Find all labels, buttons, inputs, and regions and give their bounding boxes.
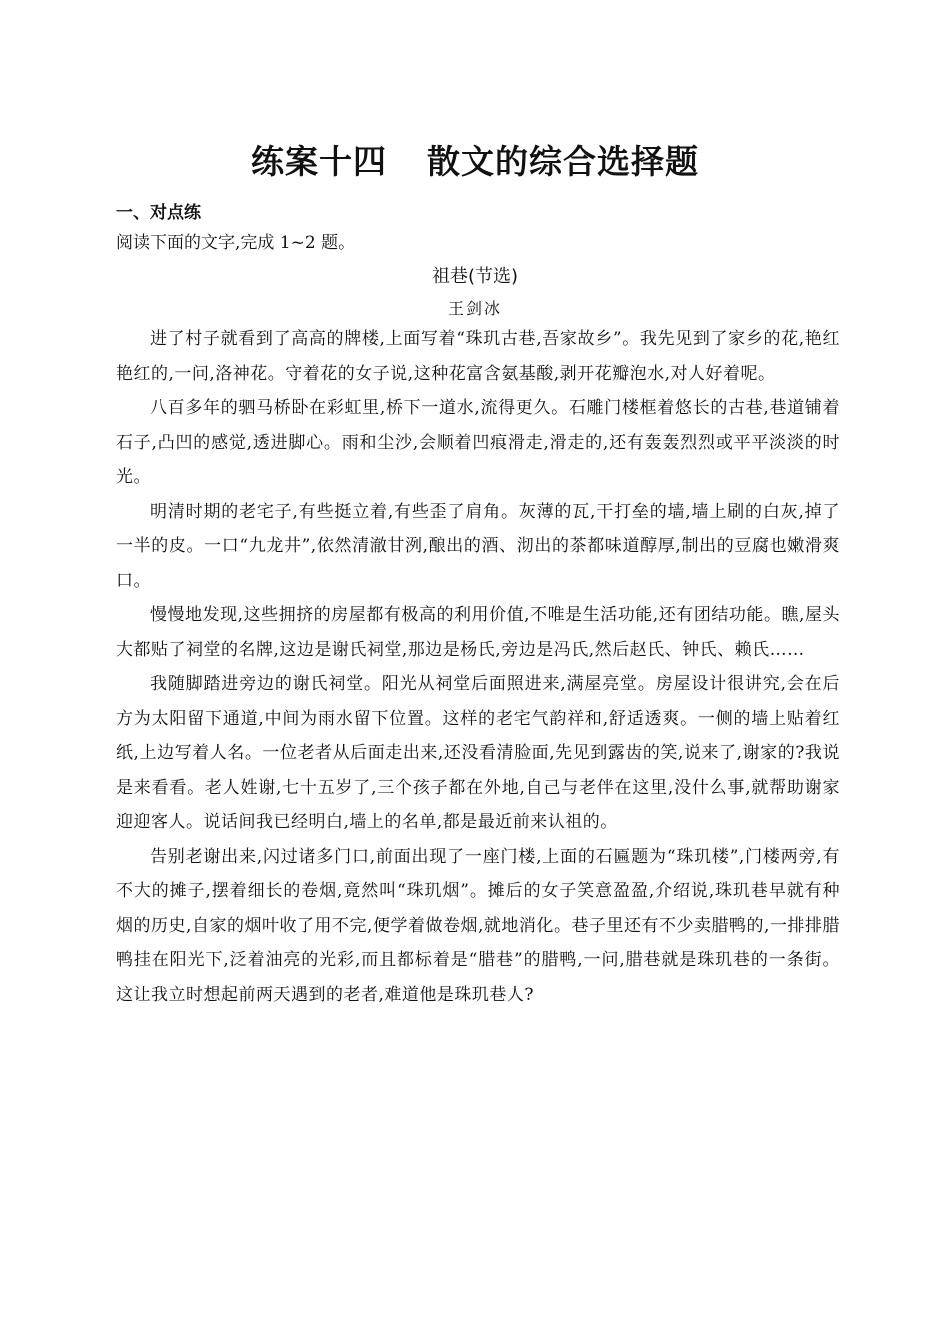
page-title-part1: 练案十四 [251,142,387,181]
essay-body [116,322,840,1012]
paragraph: 明清时期的老宅子,有些挺立着,有些歪了肩角。灰薄的瓦,干打垒的墙,墙上刷的白灰,掉了一半的皮。一口“九龙井”,依然清澈甘洌,酿出的酒、沏出的茶都味道醇厚,制出的豆腐也嫩滑爽口。 [116,501,840,591]
paragraph: 告别老谢出来,闪过诸多门口,前面出现了一座门楼,上面的石匾题为“珠玑楼”,门楼两旁,有不大的摊子,摆着细长的卷烟,竟然叫“珠玑烟”。摊后的女子笑意盈盈,介绍说,珠玑巷早就有种烟的历史,自家的烟叶收了用不完,便学着做卷烟,就地消化。巷子里还有不少卖腊鸭的,一排排腊鸭挂在阳光下,泛着油亮的光彩,而且都标着是“腊巷”的腊鸭,一问,腊巷就是珠玑巷的一条街。这让我立时想起前两天遇到的老者,难道他是珠玑巷人? [116,846,840,1005]
page-title-part2: 散文的综合选择题 [427,142,699,181]
paragraph: 慢慢地发现,这些拥挤的房屋都有极高的利用价值,不唯是生活功能,还有团结功能。瞧,屋头大都贴了祠堂的名牌,这边是谢氏祠堂,那边是杨氏,旁边是冯氏,然后赵氏、钟氏、赖氏…… [116,605,840,660]
essay-author: 王剑冰 [447,299,502,318]
essay-title: 祖巷(节选) [431,266,519,287]
paragraph: 进了村子就看到了高高的牌楼,上面写着“珠玑古巷,吾家故乡”。我先见到了家乡的花,艳红艳红的,一问,洛神花。守着花的女子说,这种花富含氨基酸,剥开花瓣泡水,对人好着呢。 [116,329,840,384]
page-title [0,136,950,183]
paragraph: 我随脚踏进旁边的谢氏祠堂。阳光从祠堂后面照进来,满屋亮堂。房屋设计很讲究,会在后方为太阳留下通道,中间为雨水留下位置。这样的老宅气韵祥和,舒适透爽。一侧的墙上贴着红纸,上边写着人名。一位老者从后面走出来,还没看清脸面,先见到露齿的笑,说来了,谢家的?我说是来看看。老人姓谢,七十五岁了,三个孩子都在外地,自己与老伴在这里,没什么事,就帮助谢家迎迎客人。说话间我已经明白,墙上的名单,都是最近前来认祖的。 [116,674,840,832]
section-heading: 一、对点练 [116,203,201,223]
instruction-text: 阅读下面的文字,完成 1~2 题。 [116,233,356,253]
paragraph: 八百多年的驷马桥卧在彩虹里,桥下一道水,流得更久。石雕门楼框着悠长的古巷,巷道铺着石子,凸凹的感觉,透进脚心。雨和尘沙,会顺着凹痕滑走,滑走的,还有轰轰烈烈或平平淡淡的时光。 [116,398,840,487]
